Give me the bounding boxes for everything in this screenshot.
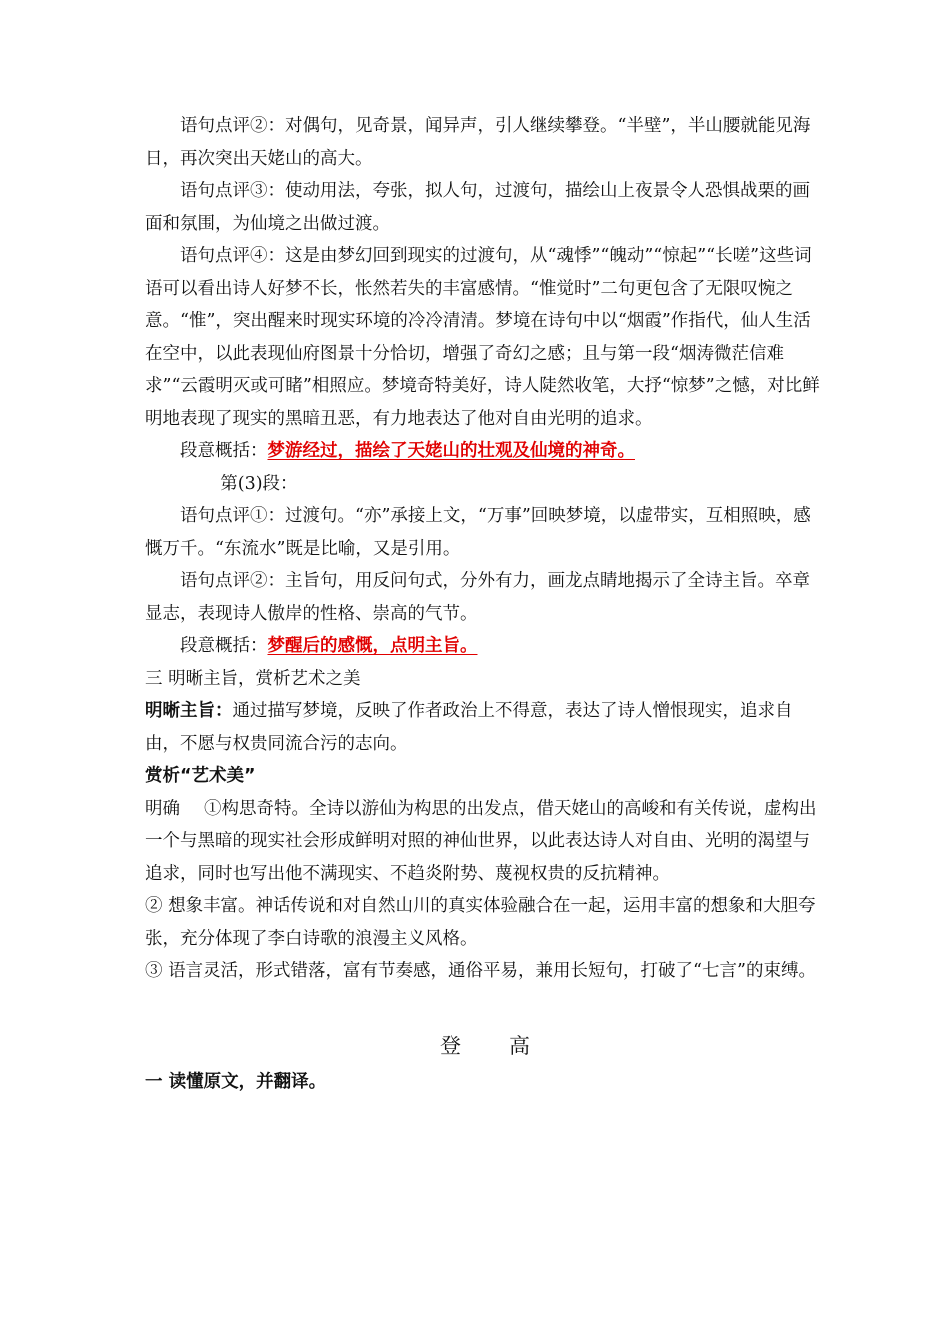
summary-text: 梦醒后的感慨，点明主旨。 (267, 636, 478, 656)
theme-label: 明晰主旨： (145, 701, 233, 721)
section-3-comment-2: 语句点评②：主旨句，用反问句式，分外有力，画龙点睛地揭示了全诗主旨。卒章显志，表现诗人傲岸的性格、崇高的气节。 (145, 571, 810, 624)
comment-paragraph-3: 语句点评③：使动用法，夸张，拟人句，过渡句，描绘山上夜景令人恐惧战栗的画面和氛围，为仙境之出做过渡。 (145, 181, 810, 234)
art-point-1 (145, 793, 825, 891)
section-3-label: 第(3)段： (220, 473, 298, 494)
comment-paragraph-4: 语句点评④：这是由梦幻回到现实的过渡句，从“魂悸”“魄动”“惊起”“长嗟”这些词语可以看出诗人好梦不长，怅然若失的丰富感情。“惟觉时”二句更包含了无限叹惋之意。“惟”，突出醒来时现实环境的冷冷清清。梦境在诗句中以“烟霞”作指代，仙人生活在空中，以此表现仙府图景十分恰切，增强了奇幻之感；且与第一段“烟涛微茫信难求”“云霞明灭或可睹”相照应。梦境奇特美好，诗人陡然收笔，大抒“惊梦”之憾，对比鲜明地表现了现实的黑暗丑恶，有力地表达了他对自由光明的追求。 (145, 246, 820, 429)
art-point-1-text: ①构思奇特。全诗以游仙为构思的出发点，借天姥山的高峻和有关传说，虚构出一个与黑暗的现实社会形成鲜明对照的神仙世界，以此表达诗人对自由、光明的渴望与追求，同时也写出他不满现实、不趋炎附势、蔑视权贵的反抗精神。 (145, 798, 817, 884)
section-heading-3: 三 明晰主旨，赏析艺术之美 (145, 668, 361, 689)
document-content (145, 110, 825, 1099)
paragraph-summary-2 (145, 630, 825, 663)
art-prefix: 明确 (145, 798, 180, 819)
comment-paragraph-2: 语句点评②：对偶句，见奇景，闻异声，引人继续攀登。“半壁”，半山腰就能见海日，再次突出天姥山的高大。 (145, 116, 811, 169)
art-point-2: ② 想象丰富。神话传说和对自然山川的真实体验融合在一起，运用丰富的想象和大胆夸张，充分体现了李白诗歌的浪漫主义风格。 (145, 896, 816, 949)
section-heading-1: 一 读懂原文，并翻译。 (145, 1072, 327, 1092)
summary-text: 梦游经过，描绘了天姥山的壮观及仙境的神奇。 (267, 441, 635, 461)
poem-title: 登高 (440, 1033, 578, 1058)
art-heading: 赏析“艺术美” (145, 766, 256, 786)
section-3-comment-1: 语句点评①：过渡句。“亦”承接上文，“万事”回映梦境，以虚带实，互相照映，感慨万千。“东流水”既是比喻，又是引用。 (145, 506, 811, 559)
summary-label: 段意概括： (180, 441, 268, 461)
theme-paragraph (145, 695, 825, 760)
summary-label: 段意概括： (180, 636, 268, 656)
theme-text: 通过描写梦境，反映了作者政治上不得意，表达了诗人憎恨现实，追求自由，不愿与权贵同流合污的志向。 (145, 701, 793, 754)
paragraph-summary-1 (145, 435, 825, 468)
art-point-3: ③ 语言灵活，形式错落，富有节奏感，通俗平易，兼用长短句，打破了“七言”的束缚。 (145, 961, 816, 981)
